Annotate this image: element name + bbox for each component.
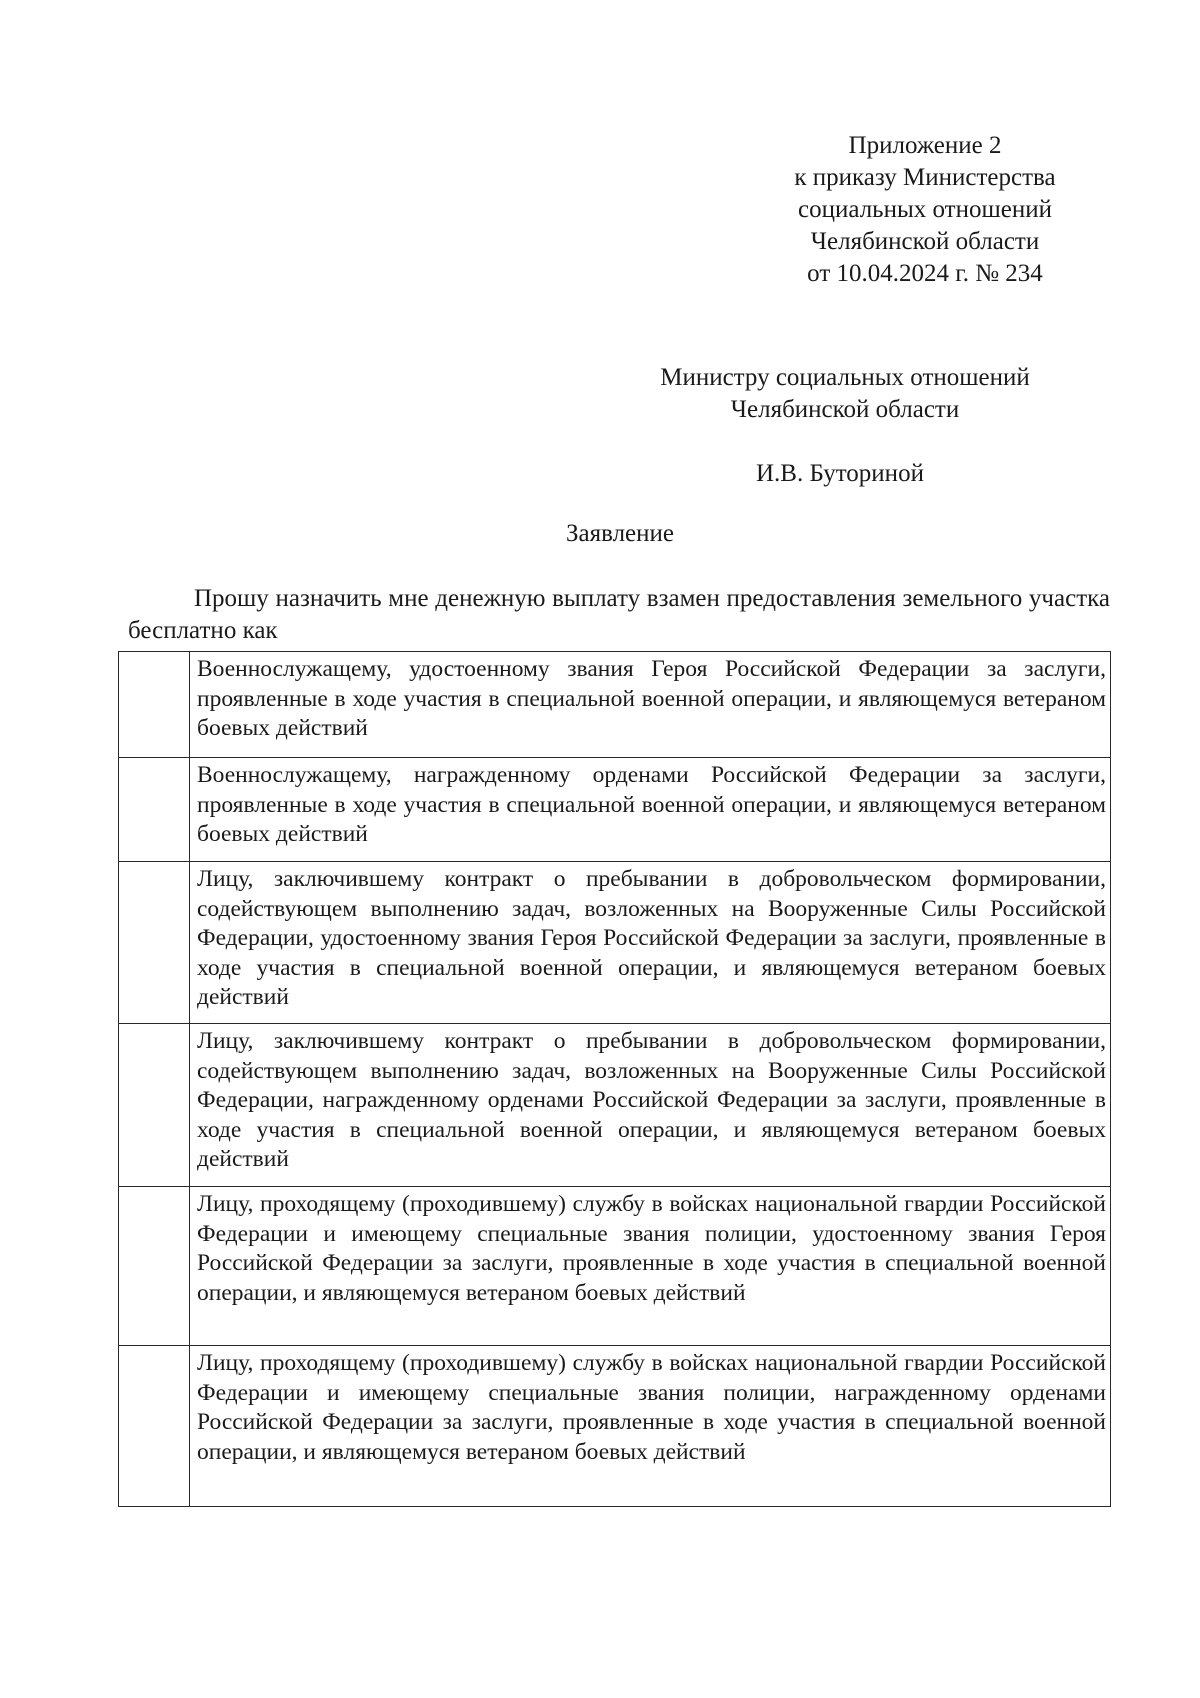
appendix-line: Приложение 2	[848, 132, 1002, 159]
appendix-line: социальных отношений	[798, 196, 1052, 223]
intro-paragraph: Прошу назначить мне денежную выплату взамен предоставления земельного участка бесплатно как	[128, 585, 1110, 644]
appendix-line: Челябинской области	[810, 228, 1040, 255]
appendix-header	[750, 130, 1100, 290]
option-text: Лицу, заключившему контракт о пребывании в добровольческом формировании, содействующем выполнению задач, возложенных на Вооруженные Силы Российской Федерации, награжденному орденами Российской Федерации за заслуги, проявленные в ходе участия в специальной военной операции, и являющемуся ветераном боевых действий	[190, 1024, 1111, 1187]
document-title: Заявление	[565, 520, 675, 547]
addressee-line: Министру социальных отношений	[660, 364, 1030, 391]
option-checkbox[interactable]	[119, 862, 190, 1024]
option-text: Военнослужащему, награжденному орденами Российской Федерации за заслуги, проявленные в ходе участия в специальной военной операции, и являющемуся ветераном боевых действий	[190, 758, 1111, 862]
option-text: Лицу, заключившему контракт о пребывании в добровольческом формировании, содействующем выполнению задач, возложенных на Вооруженные Силы Российской Федерации, удостоенному звания Героя Российской Федерации за заслуги, проявленные в ходе участия в специальной военной операции, и являющемуся ветераном боевых действий	[190, 862, 1111, 1024]
options-table	[118, 651, 1111, 1507]
table-row	[119, 652, 1111, 758]
appendix-line: от 10.04.2024 г. № 234	[807, 260, 1043, 287]
option-checkbox[interactable]	[119, 1024, 190, 1187]
table-row	[119, 1024, 1111, 1187]
table-row	[119, 862, 1111, 1024]
option-text: Лицу, проходящему (проходившему) службу в войсках национальной гвардии Российской Федерации и имеющему специальные звания полиции, награжденному орденами Российской Федерации за заслуги, проявленные в ходе участия в специальной военной операции, и являющемуся ветераном боевых действий	[190, 1346, 1111, 1507]
table-row	[119, 758, 1111, 862]
addressee-line: Челябинской области	[730, 396, 960, 423]
appendix-line: к приказу Министерства	[794, 164, 1056, 191]
addressee-block	[620, 362, 1070, 426]
option-checkbox[interactable]	[119, 1346, 190, 1507]
option-text: Военнослужащему, удостоенному звания Героя Российской Федерации за заслуги, проявленные в ходе участия в специальной военной операции, и являющемуся ветераном боевых действий	[190, 652, 1111, 758]
option-checkbox[interactable]	[119, 652, 190, 758]
option-checkbox[interactable]	[119, 758, 190, 862]
table-row	[119, 1346, 1111, 1507]
option-text: Лицу, проходящему (проходившему) службу в войсках национальной гвардии Российской Федерации и имеющему специальные звания полиции, удостоенному звания Героя Российской Федерации за заслуги, проявленные в ходе участия в специальной военной операции, и являющемуся ветераном боевых действий	[190, 1187, 1111, 1346]
table-row	[119, 1187, 1111, 1346]
addressee-name: И.В. Буториной	[756, 460, 924, 487]
option-checkbox[interactable]	[119, 1187, 190, 1346]
